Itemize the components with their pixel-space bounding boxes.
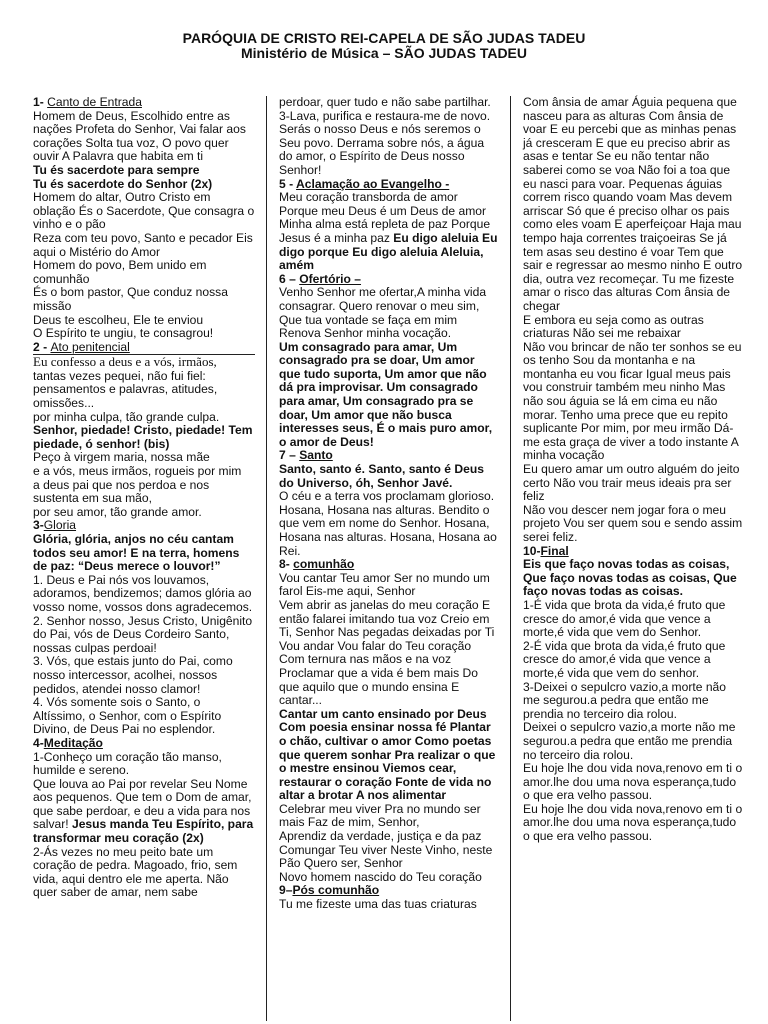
section-title: Aclamação ao Evangelho -	[296, 176, 450, 191]
section-separator: -	[285, 176, 297, 191]
song-columns	[0, 96, 768, 1021]
verse-text	[523, 96, 745, 314]
column-3	[523, 96, 745, 844]
verse-line: Aprendiz da verdade, justiça e da paz Comungar Teu viver Neste Vinho, neste Pão Quero ser, Senhor	[279, 829, 493, 871]
chorus-text	[33, 424, 255, 451]
verse-text	[33, 451, 255, 465]
verse-text	[279, 830, 499, 871]
verse-text	[33, 696, 255, 737]
section-title: Ofertório –	[299, 271, 362, 286]
verse-text	[33, 355, 255, 370]
section-separator: -	[39, 339, 51, 354]
section-separator: -	[39, 518, 44, 533]
chorus-line: Eis que faço novas todas as coisas, Que faço novas todas as coisas, Que faço novas todas as coisas.	[523, 557, 737, 599]
verse-text	[279, 572, 499, 599]
ministry-title: Ministério de Música – SÃO JUDAS TADEU	[240, 45, 527, 61]
verse-line: Reza com teu povo, Santo e pecador Eis aqui o Mistério do Amor	[33, 230, 253, 259]
verse-line: 3. Vós, que estais junto do Pai, como nosso intercessor, acolhei, nossos pedidos, atendei nosso clamor!	[33, 654, 233, 696]
verse-text	[523, 681, 745, 722]
verse-line: Eu quero amar um outro alguém do jeito certo Não vou trair meus ideais pra ser feliz	[523, 462, 740, 504]
verse-line: Eu hoje lhe dou vida nova,renovo em ti o amor.lhe dou uma nova esperança,tudo o que era velho passou.	[523, 761, 743, 803]
verse-text	[523, 721, 745, 762]
verse-text	[33, 232, 255, 259]
section-title: Pós comunhão	[292, 883, 380, 898]
verse-text	[33, 191, 255, 232]
verse-line: perdoar, quer tudo e não sabe partilhar.	[279, 95, 491, 109]
chorus-text	[279, 708, 499, 803]
chorus-line: Jesus manda Teu Espírito, para transformar meu coração (2x)	[33, 817, 254, 846]
chorus-line: Tu és sacerdote do Senhor (2x)	[33, 176, 213, 191]
verse-text	[279, 110, 499, 178]
verse-line: Homem de Deus, Escolhido entre as nações Profeta do Senhor, Vai falar aos corações Solta tua voz, O povo quer ouvir A Palavra que habita em ti	[33, 108, 246, 164]
verse-line: tantas vezes pequei, não fui fiel: pensamentos e palavras, atitudes, omissões...	[33, 368, 218, 411]
section-title: Canto de Entrada	[47, 95, 142, 109]
chorus-text	[523, 558, 745, 599]
verse-text	[279, 286, 499, 340]
verse-line: Não vou brincar de não ter sonhos se eu os tenho Sou da montanha e na montanha eu vou ficar Igual meus pais vou construir também meu ninho Mas não sou águia se lá em cima eu não morar. Tenho uma prece que eu repito suplicante Por mim, por meu irmão Dá-me esta graça de viver a todo instante A minha vocação	[523, 339, 742, 463]
section-title: Final	[540, 543, 569, 558]
verse-text	[279, 599, 499, 708]
section-number: 10	[523, 543, 537, 558]
parish-title: PARÓQUIA DE CRISTO REI-CAPELA DE SÃO JUDAS TADEU	[182, 30, 586, 46]
chorus-line: Um consagrado para amar, Um consagrado pra se doar, Um amor que tudo suporta, Um amor que não dá pra improvisar. Um consagrado para amar, Um consagrado pra se doar, Um amor que não busca interesses seus, É o mais puro amor, o amor de Deus!	[279, 339, 493, 449]
section-title: comunhão	[293, 557, 355, 572]
section-heading	[33, 737, 255, 751]
verse-line: Vou cantar Teu amor Ser no mundo um farol Eis-me aqui, Senhor	[279, 570, 490, 599]
section-heading	[279, 884, 499, 898]
section-separator: –	[285, 883, 293, 898]
verse-text	[279, 490, 499, 558]
verse-line: E embora eu seja como as outras criaturas Não sei me rebaixar	[523, 312, 704, 341]
section-heading	[33, 96, 255, 110]
section-number: 8	[279, 557, 286, 572]
verse-line: 4. Vós somente sois o Santo, o Altíssimo, o Senhor, com o Espírito Divino, de Deus Pai no esplendor.	[33, 695, 222, 737]
chorus-line: Glória, glória, anjos no céu cantam todos seu amor! E na terra, homens de paz: “Deus merece o louvor!”	[33, 532, 240, 574]
section-heading	[33, 341, 255, 356]
section-number: 6	[279, 271, 286, 286]
chorus-text	[33, 164, 255, 178]
section-number: 9	[279, 883, 286, 898]
verse-line: 2-É vida que brota da vida,é fruto que cresce do amor,é vida que vence a morte,é vida que vem do senhor.	[523, 638, 726, 680]
verse-line: por minha culpa, tão grande culpa.	[33, 409, 220, 424]
section-heading	[279, 178, 499, 192]
verse-text	[523, 640, 745, 681]
verse-text	[523, 504, 745, 545]
section-heading	[279, 273, 499, 287]
verse-line: Celebrar meu viver Pra no mundo ser mais Faz de mim, Senhor,	[279, 801, 481, 830]
verse-line: 1-Conheço um coração tão manso, humilde e sereno.	[33, 749, 222, 778]
verse-text	[523, 341, 745, 463]
section-number: 4	[33, 735, 40, 750]
verse-text	[33, 846, 255, 900]
page-header	[0, 0, 768, 61]
verse-line: Deus te escolheu, Ele te enviou	[33, 312, 204, 327]
section-heading	[523, 545, 745, 559]
section-heading	[279, 558, 499, 572]
chorus-line: Eu digo aleluia Eu digo porque Eu digo aleluia Aleluia, amém	[279, 230, 498, 273]
section-number: 5	[279, 176, 286, 191]
verse-line: Tu me fizeste uma das tuas criaturas	[279, 897, 477, 912]
verse-text	[33, 574, 255, 615]
section-separator: -	[39, 95, 48, 109]
verse-text	[33, 327, 255, 341]
verse-line: 1-É vida que brota da vida,é fruto que cresce do amor,é vida que vence a morte,é vida que vem do Senhor.	[523, 597, 726, 640]
section-title: Ato penitencial	[50, 339, 130, 354]
verse-line: Peço à virgem maria, nossa mãe	[33, 450, 210, 465]
verse-text	[523, 762, 745, 803]
verse-line: Deixei o sepulcro vazio,a morte não me segurou.a pedra que então me prendia no terceiro dia rolou.	[523, 720, 736, 762]
verse-text	[33, 259, 255, 286]
verse-text	[523, 314, 745, 341]
section-separator: -	[536, 543, 541, 558]
verse-text	[33, 778, 255, 846]
verse-text	[279, 191, 499, 273]
verse-text	[33, 314, 255, 328]
verse-text	[33, 370, 255, 411]
chorus-line: Santo, santo é. Santo, santo é Deus do Universo, óh, Senhor Javé.	[279, 462, 484, 490]
verse-line: Meu coração transborda de amor Porque meu Deus é um Deus de amor Minha alma está repleta de paz Porque Jesus é a minha paz	[279, 190, 491, 245]
verse-line: por seu amor, tão grande amor.	[33, 504, 202, 519]
verse-line: Eu hoje lhe dou vida nova,renovo em ti o amor.lhe dou uma nova esperança,tudo o que era velho passou.	[523, 801, 743, 844]
verse-line: O céu e a terra vos proclamam glorioso. Hosana, Hosana nas alturas. Bendito o que vem em nome do Senhor. Hosana, Hosana nas alturas. Hosana, Hosana ao Rei.	[279, 489, 497, 558]
section-number: 1	[33, 95, 40, 109]
verse-text	[33, 751, 255, 778]
verse-line: Eu confesso a deus e a vós, irmãos,	[33, 354, 217, 370]
verse-text	[279, 871, 499, 885]
verse-line: 2-Ás vezes no meu peito bate um coração de pedra. Magoado, frio, sem vida, aqui dentro ele me aperta. Não quer saber de amar, nem sabe	[33, 844, 238, 900]
verse-text	[523, 599, 745, 640]
section-heading	[33, 519, 255, 533]
verse-text	[523, 463, 745, 504]
verse-line: 1. Deus e Pai nós vos louvamos, adoramos, bendizemos; damos glória ao vosso nome, vossos dons agradecemos.	[33, 572, 253, 614]
section-separator: –	[285, 271, 300, 286]
verse-line: 2. Senhor nosso, Jesus Cristo, Unigênito do Pai, vós de Deus Cordeiro Santo, nossas culpas perdoai!	[33, 613, 253, 655]
verse-text	[33, 506, 255, 520]
verse-text	[33, 615, 255, 656]
section-title: Gloria	[43, 518, 77, 533]
verse-text	[33, 465, 255, 479]
chorus-text	[33, 533, 255, 574]
verse-line: Homem do povo, Bem unido em comunhão	[33, 258, 207, 286]
verse-line: e a vós, meus irmãos, rogueis por mim	[33, 464, 242, 479]
chorus-text	[279, 341, 499, 450]
verse-line: Vem abrir as janelas do meu coração E então falarei imitando tua voz Creio em Ti, Senhor Nas pegadas deixadas por Ti Vou andar Vou falar do Teu coração Com ternura nas mãos e na voz Proclamar que a vida é bem mais Do que aquilo que o mundo ensina E cantar...	[279, 597, 495, 708]
verse-text	[33, 411, 255, 425]
column-1	[33, 96, 255, 900]
section-separator: –	[285, 448, 300, 463]
section-separator: -	[39, 735, 44, 750]
section-separator: -	[285, 557, 294, 572]
verse-line: Não vou descer nem jogar fora o meu projeto Vou ser quem sou e sendo assim serei feliz.	[523, 502, 743, 544]
column-2	[279, 96, 499, 912]
verse-line: Que louva ao Pai por revelar Seu Nome aos pequenos. Que tem o Dom de amar, que sabe perdoar, e deu a vida para nos salvar!	[33, 776, 252, 832]
verse-line: Homem do altar, Outro Cristo em oblação És o Sacerdote, Que consagra o vinho e o pão	[33, 190, 255, 232]
chorus-line: Senhor, piedade! Cristo, piedade! Tem piedade, ó senhor! (bis)	[33, 423, 253, 451]
verse-line: És o bom pastor, Que conduz nossa missão	[33, 285, 228, 313]
section-title: Santo	[299, 448, 333, 463]
verse-text	[523, 803, 745, 844]
verse-line: Novo homem nascido do Teu coração	[279, 869, 482, 884]
verse-text	[33, 479, 255, 506]
section-number: 7	[279, 448, 286, 463]
verse-line: Venho Senhor me ofertar,A minha vida consagrar. Quero renovar o meu sim, Que tua vontade se faça em mim Renova Senhor minha vocação.	[279, 285, 487, 341]
chorus-line: Tu és sacerdote para sempre	[33, 162, 200, 177]
chorus-text	[279, 463, 499, 490]
section-number: 3	[33, 518, 40, 533]
verse-line: Com ânsia de amar Águia pequena que nasceu para as alturas Com ânsia de voar E eu percebi que as minhas penas já cresceram E que eu preciso abrir as asas e tentar Se eu não tentar não saberei como se voa Não foi a toa que eu nasci para voar. Pequenas águias correm risco quando voam Mas devem arriscar Só que é preciso olhar os pais como eles voam E aperfeiçoar Haja mau tempo haja correntes traiçoeiras Se já tem asas seu destino é voar Tem que sair e regressar ao mesmo ninho E outro dia, outra vez recomeçar. Tu me fizeste amar o risco das alturas Com ânsia de chegar	[523, 95, 743, 313]
section-heading	[279, 449, 499, 463]
verse-line: 3-Lava, purifica e restaura-me de novo. Serás o nosso Deus e nós seremos o Seu povo. Derrama sobre nós, a água do amor, o Espírito de Deus nosso Senhor!	[279, 108, 491, 177]
verse-text	[279, 898, 499, 912]
verse-line: 3-Deixei o sepulcro vazio,a morte não me segurou.a pedra que então me prendia no terceiro dia rolou.	[523, 679, 727, 721]
chorus-text	[33, 178, 255, 192]
verse-line: a deus pai que nos perdoa e nos sustenta em sua mão,	[33, 477, 210, 506]
verse-text	[279, 803, 499, 830]
verse-text	[279, 96, 499, 110]
verse-text	[33, 655, 255, 696]
verse-text	[33, 286, 255, 313]
section-title: Meditação	[43, 735, 103, 750]
verse-line: O Espírito te ungiu, te consagrou!	[33, 326, 214, 341]
verse-text	[33, 110, 255, 164]
section-number: 2	[33, 339, 40, 354]
chorus-line: Cantar um canto ensinado por Deus Com poesia ensinar nossa fé Plantar o chão, cultivar o amor Como poetas que querem sonhar Pra realizar o que o mestre ensinou Viemos cear, restaurar o coração Fonte de vida no altar a brotar A nos alimentar	[279, 706, 496, 803]
